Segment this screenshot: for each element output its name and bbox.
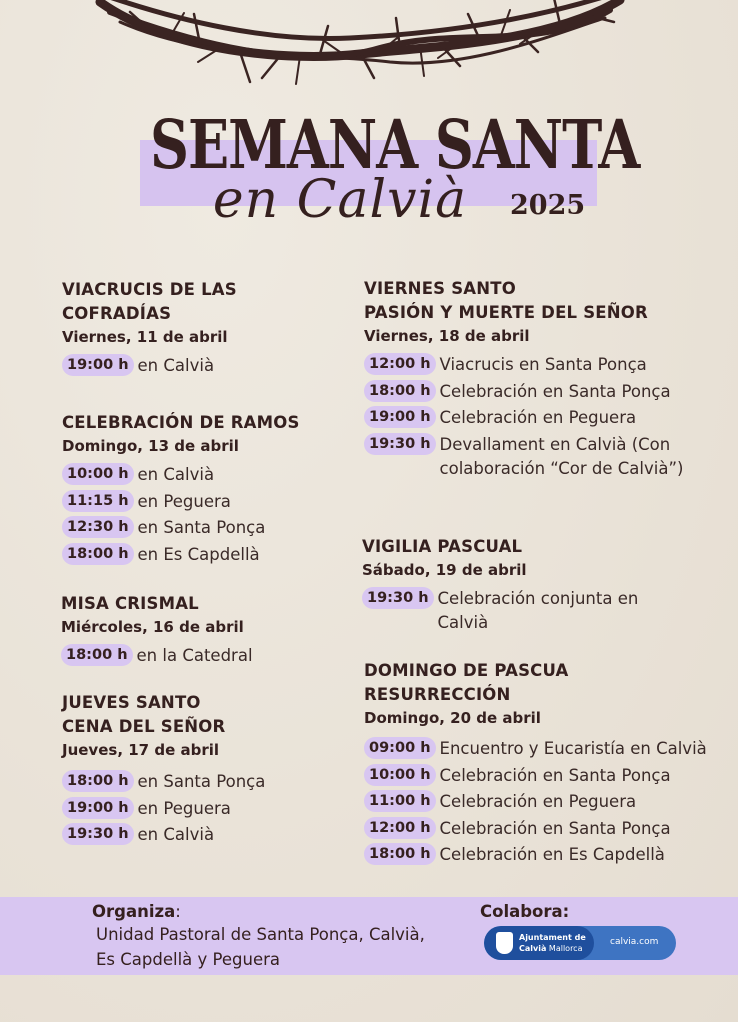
section-date: Viernes, 18 de abril [364,327,530,345]
event-row [62,823,352,850]
event-row [364,764,734,791]
event-row [62,354,352,381]
time-badge: 19:30 h [362,587,434,609]
time-badge: 18:00 h [62,770,134,792]
event-place: en Calvià [137,356,215,375]
section-date: Miércoles, 16 de abril [61,618,244,636]
section-title: RESURRECCIÓN [364,685,511,704]
logo-url[interactable]: calvia.com [610,937,659,947]
event-place: en Calvià [137,825,215,844]
section-title: VIACRUCIS DE LAS [62,280,237,299]
time-badge: 18:00 h [62,543,134,565]
event-place: en Santa Ponça [137,772,266,791]
time-badge: 18:00 h [364,843,436,865]
section-date: Domingo, 13 de abril [62,437,239,455]
section-title: MISA CRISMAL [61,594,199,613]
logo-line-2-bold: Calvià [519,944,547,953]
event-place: Celebración en Santa Ponça [439,765,671,785]
event-row [364,406,724,433]
event-row [62,463,352,490]
section-title: CELEBRACIÓN DE RAMOS [62,413,300,432]
section-title: VIERNES SANTO [364,279,516,298]
event-row [62,770,352,797]
event-row [364,380,724,407]
event-row [364,817,734,844]
crown-of-thorns-illustration [90,0,630,92]
time-badge: 10:00 h [364,764,436,786]
section-date: Viernes, 11 de abril [62,328,228,346]
section-misa-crismal [61,592,351,671]
event-row [62,543,352,570]
organiza-colon: : [175,902,181,921]
organiza-text: Unidad Pastoral de Santa Ponça, Calvià, Es Capdellà y Peguera [96,925,425,969]
event-row [364,737,734,764]
section-title: JUEVES SANTO [62,693,201,712]
section-date: Jueves, 17 de abril [62,741,220,759]
event-place: en Peguera [137,491,231,511]
logo-line-2 [519,944,582,953]
event-place: Celebración en Peguera [439,408,637,427]
event-place: Celebración conjunta en Calvià [437,589,639,632]
section-viernes-santo [364,277,724,481]
organiza-label [92,902,181,921]
section-celebracion-ramos [62,411,352,569]
time-badge: 09:00 h [364,737,436,759]
event-place: Celebración en Santa Ponça [439,381,671,401]
time-badge: 19:30 h [364,433,436,455]
time-badge: 19:00 h [62,797,134,819]
section-viacrucis-cofradias [62,278,352,381]
section-title: DOMINGO DE PASCUA [364,661,569,680]
time-badge: 12:00 h [364,817,436,839]
time-badge: 11:15 h [62,490,134,512]
page-subtitle: en Calvià [212,170,468,230]
section-title: COFRADÍAS [62,304,172,323]
event-row [362,587,722,635]
event-place: Viacrucis en Santa Ponça [439,355,647,374]
section-date: Sábado, 19 de abril [362,561,527,579]
time-badge: 12:30 h [62,516,134,538]
event-place: Devallament en Calvià (Con colaboración “Cor de Calvià”) [439,434,684,478]
time-badge: 12:00 h [364,353,436,375]
event-row [364,843,734,870]
section-jueves-santo [62,691,352,850]
time-badge: 18:00 h [61,644,133,666]
time-badge: 19:30 h [62,823,134,845]
time-badge: 19:00 h [364,406,436,428]
event-place: en Santa Ponça [137,518,266,537]
event-place: en Peguera [137,798,231,818]
event-place: en Es Capdellà [137,544,260,564]
page-title: SEMANA SANTA [150,104,640,184]
event-row [364,433,724,481]
section-domingo-pascua [364,659,734,870]
event-place: Celebración en Santa Ponça [439,818,671,838]
section-title: PASIÓN Y MUERTE DEL SEÑOR [364,303,648,322]
section-date: Domingo, 20 de abril [364,709,541,727]
event-place: Encuentro y Eucaristía en Calvià [439,739,707,758]
event-row [61,644,351,671]
logo-line-2-rest: Mallorca [546,944,583,953]
event-row [62,516,352,543]
logo-line-1: Ajuntament de [519,933,586,942]
event-place: en Calvià [137,465,215,484]
title-year: 2025 [510,190,586,221]
organiza-label-text: Organiza [92,902,176,921]
time-badge: 10:00 h [62,463,134,485]
event-place: Celebración en Peguera [439,792,637,811]
ajuntament-calvia-logo[interactable] [484,926,676,960]
section-title: CENA DEL SEÑOR [62,717,226,736]
event-place: en la Catedral [136,646,253,665]
time-badge: 11:00 h [364,790,436,812]
time-badge: 19:00 h [62,354,134,376]
section-vigilia-pascual [362,535,722,635]
event-row [364,353,724,380]
time-badge: 18:00 h [364,380,436,402]
colabora-label: Colabora: [480,902,570,921]
event-row [62,490,352,517]
event-row [364,790,734,817]
coat-of-arms-icon [496,932,513,954]
event-place: Celebración en Es Capdellà [439,845,665,864]
event-row [62,797,352,824]
section-title: VIGILIA PASCUAL [362,537,523,556]
